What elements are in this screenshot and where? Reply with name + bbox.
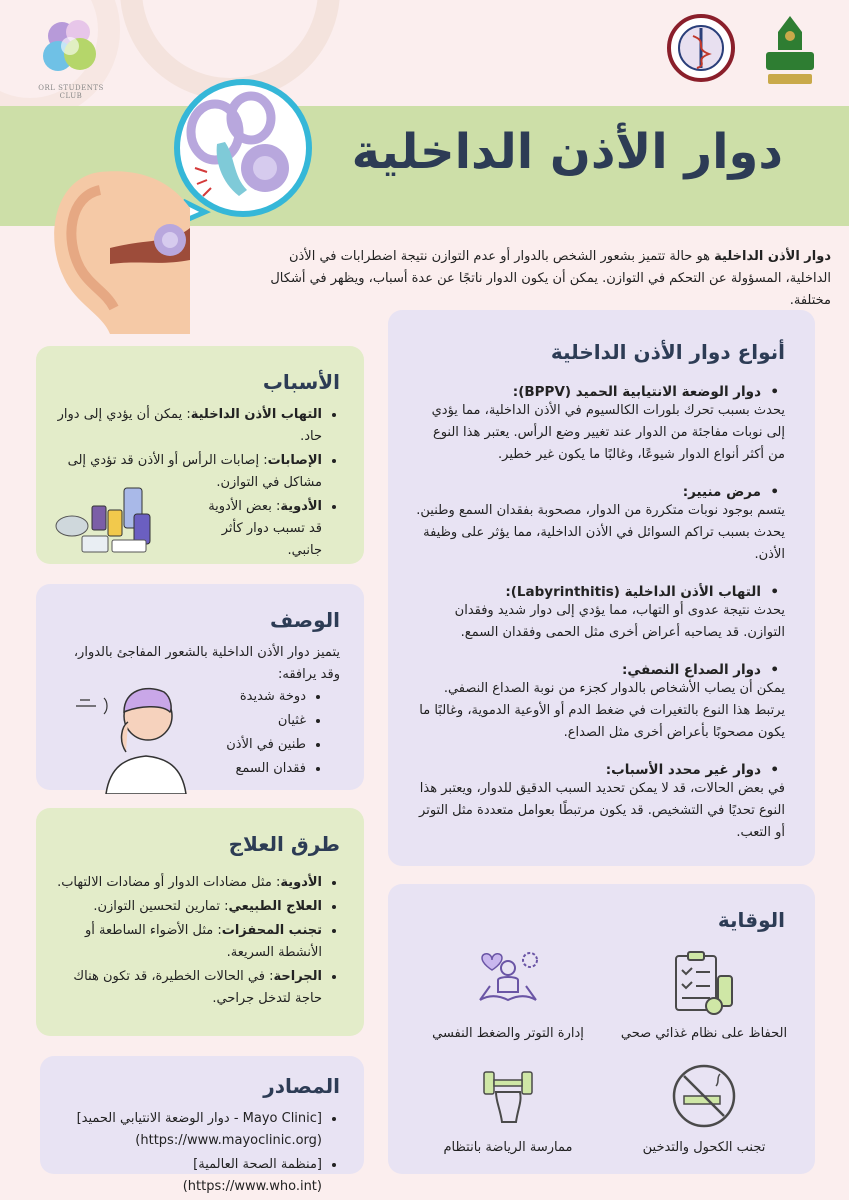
cause-term: الأدوية bbox=[280, 499, 322, 514]
outer-ear-illustration bbox=[40, 168, 200, 334]
stress-management-icon bbox=[470, 950, 546, 1016]
prevention-label: إدارة التوتر والضغط النفسي bbox=[432, 1026, 584, 1041]
cause-term: الإصابات bbox=[267, 453, 322, 468]
prevention-item bbox=[413, 950, 603, 1041]
causes-heading: الأسباب bbox=[262, 370, 340, 394]
type-item bbox=[412, 762, 785, 844]
list-item: • طنين في الأذن bbox=[54, 734, 306, 756]
sources-list bbox=[56, 1108, 340, 1198]
treatment-term: العلاج الطبيعي bbox=[228, 899, 322, 914]
intro-paragraph bbox=[241, 246, 831, 312]
prevention-label: ممارسة الرياضة بانتظام bbox=[443, 1140, 573, 1155]
type-title: • دوار غير محدد الأسباب: bbox=[412, 762, 785, 778]
list-item: • دوخة شديدة bbox=[54, 686, 306, 708]
type-title: • التهاب الأذن الداخلية (Labyrinthitis): bbox=[412, 584, 785, 600]
treatment-desc: : تمارين لتحسين التوازن. bbox=[93, 899, 229, 914]
page-title: دوار الأذن الداخلية bbox=[351, 124, 783, 180]
person-dizzy-illustration bbox=[66, 676, 216, 794]
sources-card bbox=[40, 1056, 364, 1194]
type-item bbox=[412, 662, 785, 744]
description-card bbox=[36, 584, 364, 790]
treatment-desc: : مثل الأضواء الساطعة أو الأنشطة السريعة. bbox=[85, 923, 322, 960]
type-body: في بعض الحالات، قد لا يمكن تحديد السبب الدقيق للدوار، ويعتبر هذا النوع تحديًا في التشخيص. قد يكون مرتبطًا بعوامل متعددة مثل التوتر أو التعب. bbox=[419, 781, 785, 840]
club-logo bbox=[26, 14, 116, 100]
prevention-label: تجنب الكحول والتدخين bbox=[642, 1140, 766, 1155]
cause-term: التهاب الأذن الداخلية bbox=[190, 407, 322, 422]
club-logo-icon bbox=[36, 14, 106, 78]
causes-card bbox=[36, 346, 364, 564]
list-item: • فقدان السمع bbox=[54, 758, 306, 780]
list-item bbox=[54, 920, 322, 964]
treatment-desc: : في الحالات الخطيرة، قد تكون هناك حاجة لتدخل جراحي. bbox=[73, 969, 322, 1006]
type-body: يتسم بوجود نوبات متكررة من الدوار، مصحوبة بفقدان السمع وطنين. يحدث بسبب تراكم السوائل في الأذن الداخلية، مما يؤثر على وظيفة الأذن. bbox=[416, 503, 785, 562]
treatment-term: تجنب المحفزات bbox=[221, 923, 322, 938]
university-logo bbox=[758, 12, 822, 92]
medical-college-logo bbox=[667, 14, 735, 82]
prevention-label: الحفاظ على نظام غذائي صحي bbox=[620, 1026, 788, 1041]
prevention-item bbox=[609, 950, 799, 1041]
treatment-term: الجراحة bbox=[273, 969, 322, 984]
description-text: يتميز دوار الأذن الداخلية بالشعور المفاجئ بالدوار، وقد يرافقه: bbox=[73, 645, 340, 682]
description-heading: الوصف bbox=[269, 608, 340, 632]
treatment-term: الأدوية bbox=[280, 875, 322, 890]
healthy-diet-icon bbox=[666, 950, 742, 1016]
intro-bold-term: دوار الأذن الداخلية bbox=[714, 249, 831, 264]
type-body: يحدث بسبب تحرك بلورات الكالسيوم في الأذن الداخلية، مما يؤدي إلى نوبات مفاجئة من الدوار عند تغيير وضع الرأس. يعتبر هذا النوع من أكثر أنواع الدوار شيوعًا، وغالبًا ما يكون غير خطير. bbox=[431, 403, 785, 462]
type-item bbox=[412, 484, 785, 566]
type-title: • مرض منيير: bbox=[412, 484, 785, 500]
treatment-card bbox=[36, 808, 364, 1036]
prevention-item bbox=[609, 1062, 799, 1155]
treatment-heading: طرق العلاج bbox=[228, 832, 340, 856]
no-smoking-icon bbox=[670, 1062, 738, 1130]
list-item bbox=[54, 966, 322, 1010]
list-item bbox=[54, 872, 322, 894]
prevention-card bbox=[388, 884, 815, 1174]
type-body: يمكن أن يصاب الأشخاص بالدوار كجزء من نوبة الصداع النصفي. يرتبط هذا النوع بالتغيرات في ضغط الدم أو الأوعية الدموية، وغالبًا ما يكون مصحوبًا بأعراض أخرى مثل الصداع. bbox=[419, 681, 785, 740]
cause-desc: : يمكن أن يؤدي إلى دوار حاد. bbox=[57, 407, 322, 444]
list-item bbox=[54, 896, 322, 918]
source-link[interactable]: • [Mayo Clinic - دوار الوضعة الانتيابي الحميد](https://www.mayoclinic.org) bbox=[56, 1108, 322, 1152]
type-body: يحدث نتيجة عدوى أو التهاب، مما يؤدي إلى دوار شديد وفقدان التوازن. قد يصاحبه أعراض أخرى مثل الحمى وفقدان السمع. bbox=[454, 603, 785, 640]
treatment-list bbox=[54, 872, 340, 1010]
type-item bbox=[412, 384, 785, 466]
cause-desc: : بعض الأدوية قد تسبب دوار كأثر جانبي. bbox=[208, 499, 322, 558]
source-link[interactable]: • [منظمة الصحة العالمية](https://www.who.int) bbox=[56, 1154, 322, 1198]
list-item: • غثيان bbox=[54, 710, 306, 732]
exercise-icon bbox=[474, 1062, 542, 1130]
list-item bbox=[194, 496, 322, 562]
type-title: • دوار الوضعة الانتيابية الحميد (BPPV): bbox=[412, 384, 785, 400]
prevention-item bbox=[413, 1062, 603, 1155]
types-card bbox=[388, 310, 815, 866]
club-logo-text: ORL STUDENTS CLUB bbox=[38, 84, 104, 100]
medicine-bottles-icon bbox=[52, 484, 172, 558]
intro-text: هو حالة تتميز بشعور الشخص بالدوار أو عدم التوازن نتيجة اضطرابات في الأذن الداخلية، المسؤولة عن التحكم في التوازن. يمكن أن يكون الدوار ناتجًا عن عدة أسباب، ويظهر في أشكال مختلفة. bbox=[270, 249, 831, 308]
prevention-heading: الوقاية bbox=[717, 908, 785, 932]
list-item bbox=[54, 404, 322, 448]
cause-desc: : إصابات الرأس أو الأذن قد تؤدي إلى مشاكل في التوازن. bbox=[67, 453, 322, 490]
types-heading: أنواع دوار الأذن الداخلية bbox=[550, 340, 785, 364]
type-item bbox=[412, 584, 785, 644]
treatment-desc: : مثل مضادات الدوار أو مضادات الالتهاب. bbox=[57, 875, 281, 890]
sources-heading: المصادر bbox=[263, 1074, 340, 1098]
type-title: • دوار الصداع النصفي: bbox=[412, 662, 785, 678]
